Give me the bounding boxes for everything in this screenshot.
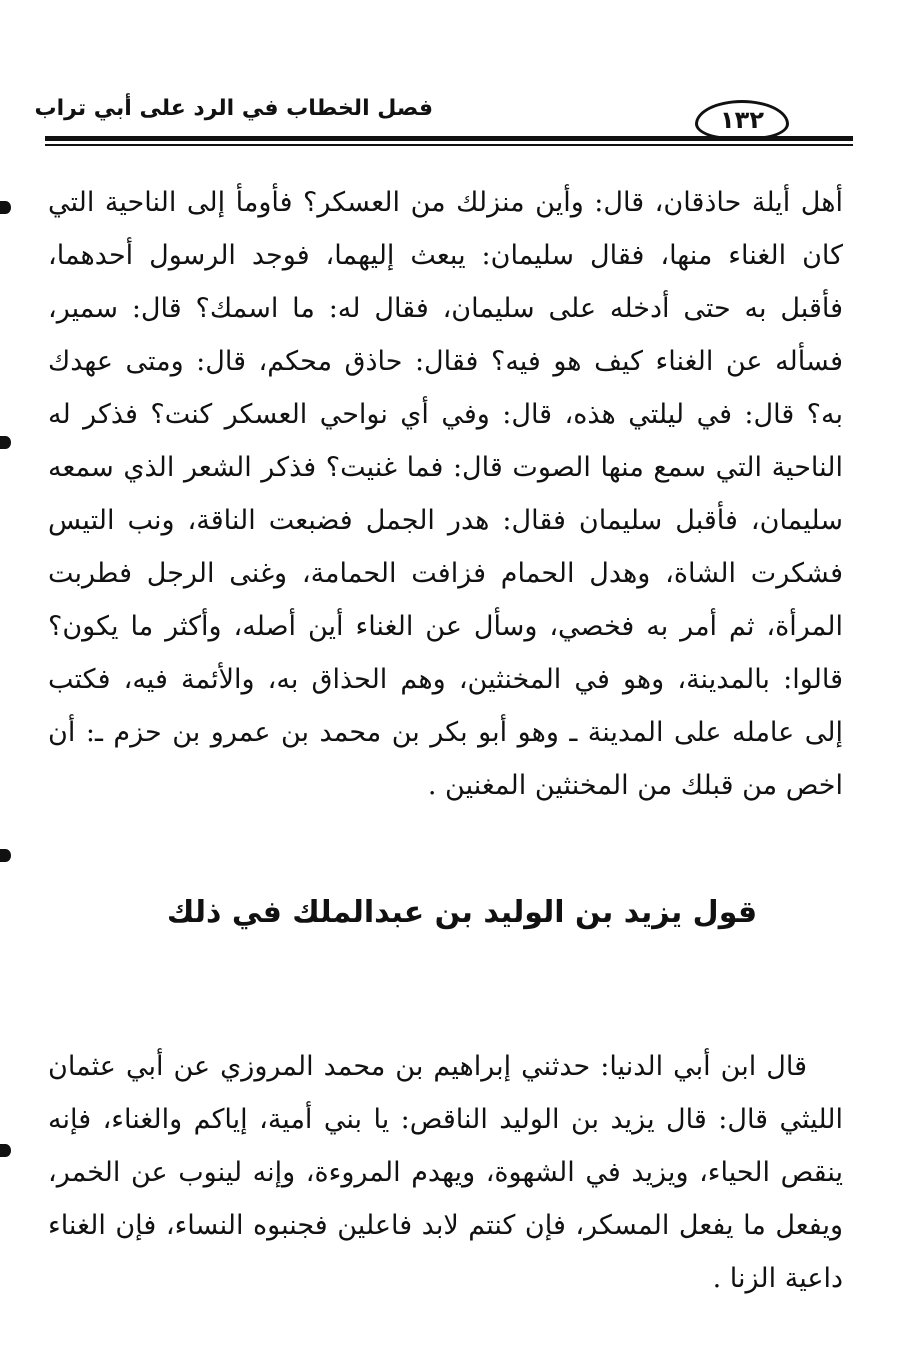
- header-rule-thin: [45, 144, 853, 146]
- binding-mark: [0, 849, 11, 862]
- running-title: فصل الخطاب في الرد على أبي تراب: [34, 96, 433, 121]
- binding-mark: [0, 436, 11, 449]
- body-paragraph: أهل أيلة حاذقان، قال: وأين منزلك من العسكر؟ فأومأ إلى الناحية التي كان الغناء منها، فقال سليمان: يبعث إليهما، فوجد الرسول أحدهما، فأقبل به حتى أدخله على سليمان، فقال له: ما اسمك؟ قال: سمير، فسأله عن الغناء كيف هو فيه؟ فقال: حاذق محكم، قال: ومتى عهدك به؟ قال: في ليلتي هذه، قال: وفي أي نواحي العسكر كنت؟ فذكر له الناحية التي سمع منها الصوت قال: فما غنيت؟ فذكر الشعر الذي سمعه سليمان، فأقبل سليمان فقال: هدر الجمل فضبعت الناقة، ونب التيس فشكرت الشاة، وهدل الحمام فزافت الحمامة، وغنى الرجل فطربت المرأة، ثم أمر به فخصي، وسأل عن الغناء أين أصله، وأكثر ما يكون؟ قالوا: بالمدينة، وهو في المخنثين، وهم الحذاق به، والأئمة فيه، فكتب إلى عامله على المدينة ـ وهو أبو بكر بن محمد بن عمرو بن حزم ـ: أن اخص من قبلك من المخنثين المغنين .: [48, 187, 843, 801]
- body-paragraph: قال ابن أبي الدنيا: حدثني إبراهيم بن محمد المروزي عن أبي عثمان الليثي قال: قال يزيد بن الوليد الناقص: يا بني أمية، إياكم والغناء، فإنه ينقص الحياء، ويزيد في الشهوة، ويهدم المروءة، وإنه لينوب عن الخمر، ويفعل ما يفعل المسكر، فإن كنتم لابد فاعلين فجنبوه النساء، فإن الغناء داعية الزنا .: [48, 1051, 843, 1294]
- binding-mark: [0, 201, 11, 214]
- section-heading: قول يزيد بن الوليد بن عبدالملك في ذلك: [166, 895, 758, 930]
- page-number: ١٣٢: [695, 100, 789, 140]
- binding-mark: [0, 1144, 11, 1157]
- page-header: [34, 92, 853, 152]
- header-rule: [45, 136, 853, 141]
